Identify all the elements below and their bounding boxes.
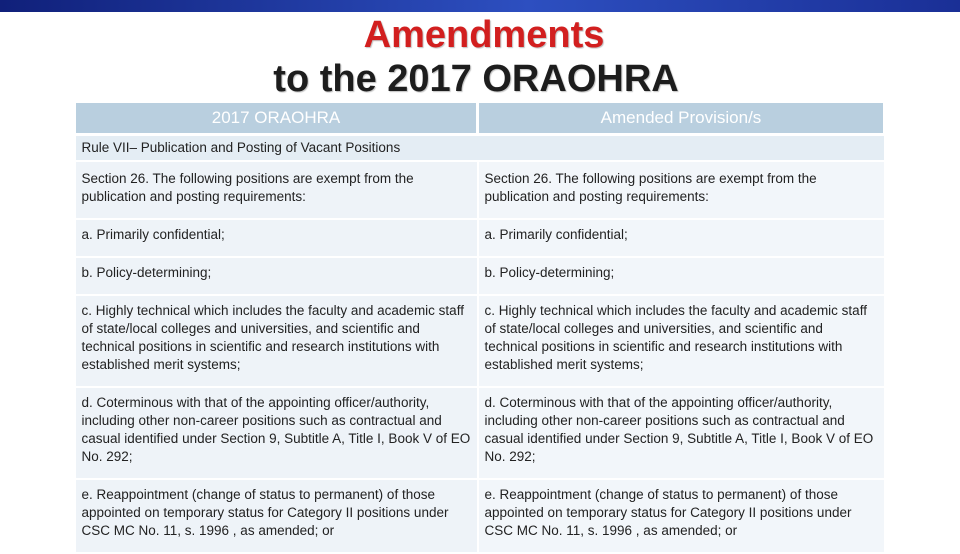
amended-provision-cell: Section 26. The following positions are exempt from the publication and posting requirements:: [478, 161, 885, 219]
header-2017-oraohra: 2017 ORAOHRA: [75, 102, 478, 135]
slide-title: Amendments: [363, 14, 605, 56]
amended-provision-cell: e. Reappointment (change of status to permanent) of those appointed on temporary status for Category II positions under CSC MC No. 11, s. 1996 , as amended; or: [478, 479, 885, 553]
amendments-table: [73, 100, 886, 554]
table-row: [75, 161, 885, 219]
table-row: [75, 387, 885, 479]
amended-provision-cell: d. Coterminous with that of the appointing officer/authority, including other non-career positions such as contractual and casual identified under Section 9, Subtitle A, Title I, Book V of EO No. 292;: [478, 387, 885, 479]
table-row: [75, 295, 885, 387]
table-row: [75, 479, 885, 553]
amended-provision-cell: c. Highly technical which includes the faculty and academic staff of state/local colleges and universities, and scientific and technical positions in scientific and research institutions with established merit systems;: [478, 295, 885, 387]
old-provision-cell: b. Policy-determining;: [75, 257, 478, 295]
old-provision-cell: d. Coterminous with that of the appointing officer/authority, including other non-career positions such as contractual and casual identified under Section 9, Subtitle A, Title I, Book V of EO No. 292;: [75, 387, 478, 479]
amended-provision-cell: b. Policy-determining;: [478, 257, 885, 295]
old-provision-cell: Section 26. The following positions are exempt from the publication and posting requirements:: [75, 161, 478, 219]
table-row: [75, 219, 885, 257]
rule-title: Rule VII– Publication and Posting of Vacant Positions: [75, 135, 885, 162]
amended-provision-cell: a. Primarily confidential;: [478, 219, 885, 257]
old-provision-cell: a. Primarily confidential;: [75, 219, 478, 257]
table-header-row: [75, 102, 885, 135]
slide-subtitle: to the 2017 ORAOHRA: [273, 58, 679, 100]
table-row: [75, 257, 885, 295]
old-provision-cell: c. Highly technical which includes the faculty and academic staff of state/local colleges and universities, and scientific and technical positions in scientific and research institutions with established merit systems;: [75, 295, 478, 387]
old-provision-cell: e. Reappointment (change of status to permanent) of those appointed on temporary status for Category II positions under CSC MC No. 11, s. 1996 , as amended; or: [75, 479, 478, 553]
top-accent-bar: [0, 0, 960, 12]
rule-row: [75, 135, 885, 162]
header-amended-provisions: Amended Provision/s: [478, 102, 885, 135]
